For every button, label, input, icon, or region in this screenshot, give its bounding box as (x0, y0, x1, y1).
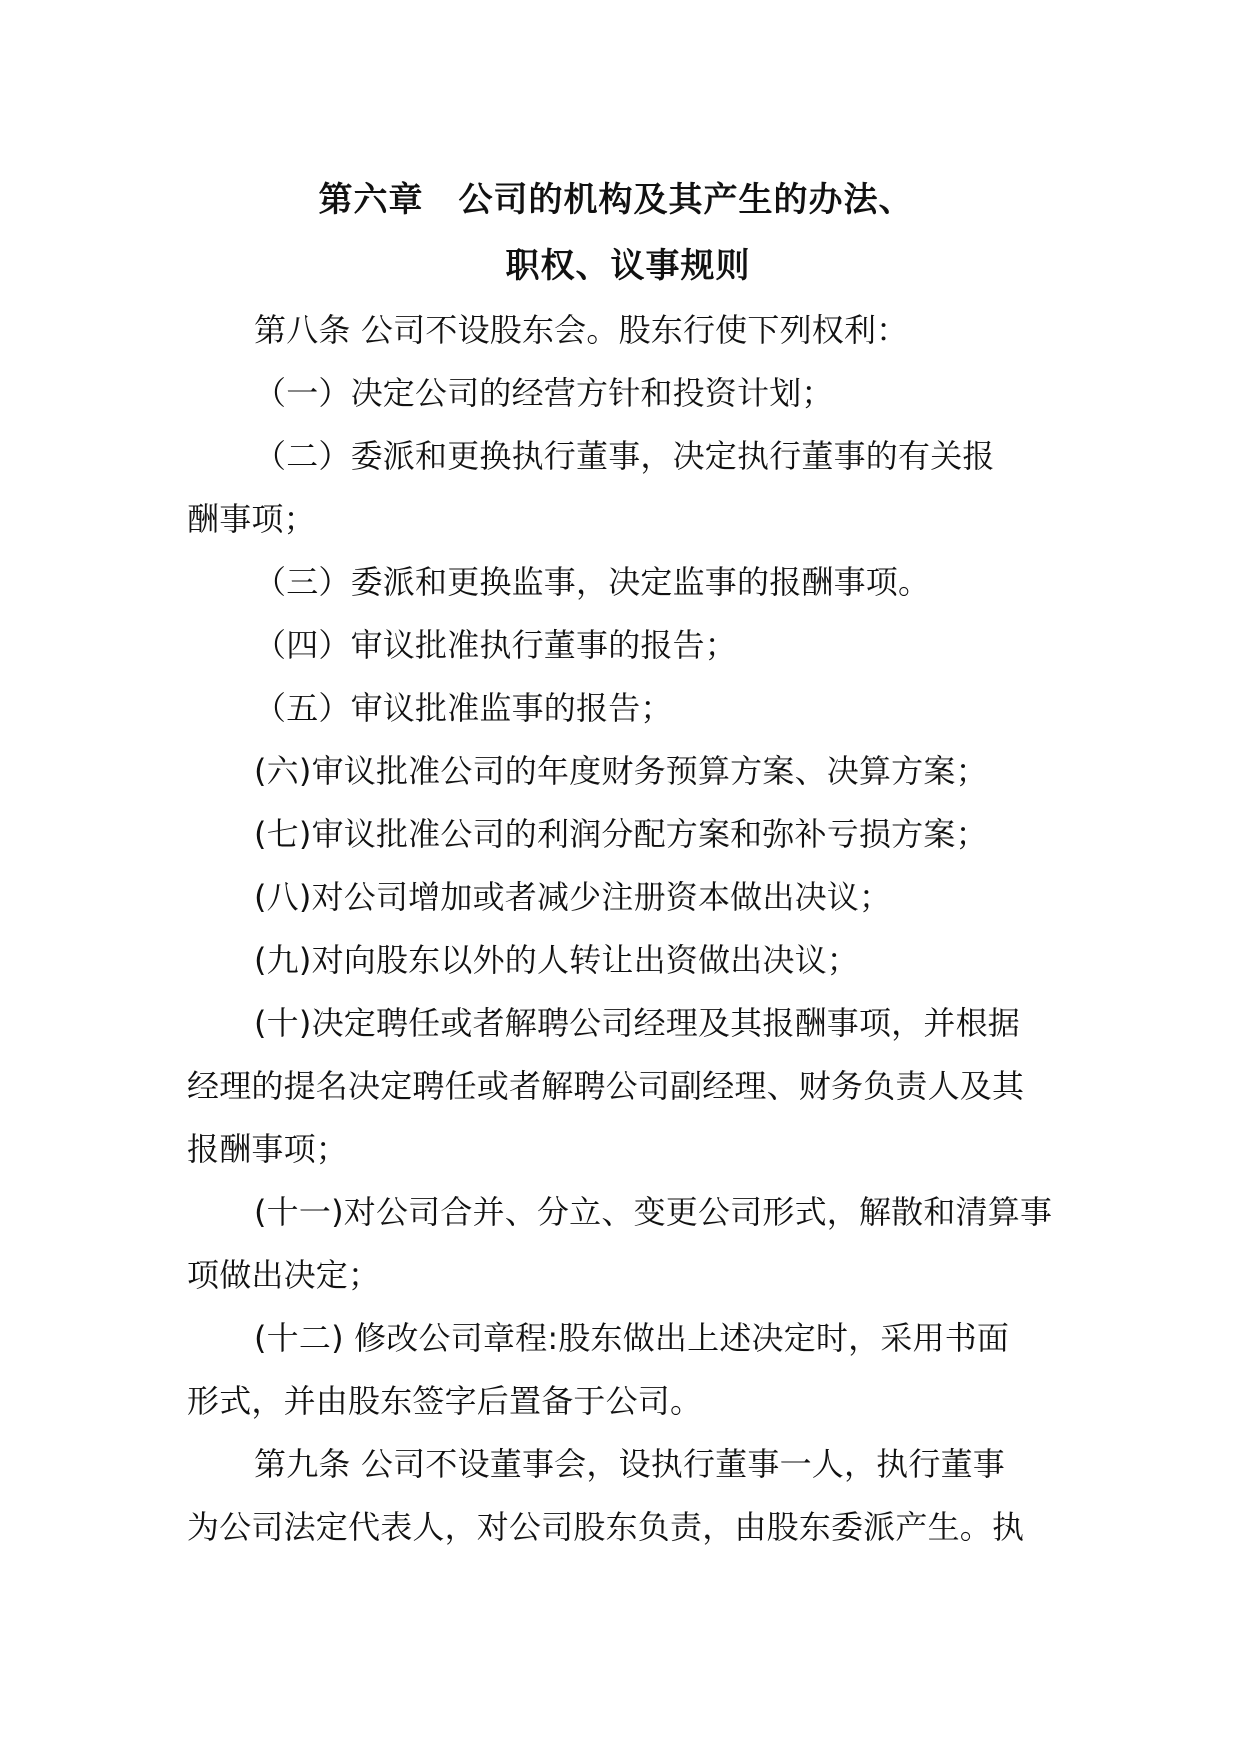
clause-5: （五）审议批准监事的报告； (254, 689, 673, 727)
clause-12: (十二) 修改公司章程:股东做出上述决定时，采用书面 (254, 1319, 1010, 1357)
chapter-subtitle: 职权、议事规则 (505, 246, 751, 286)
clause-6: (六)审议批准公司的年度财务预算方案、决算方案； (254, 752, 988, 790)
clause-10-cont-2: 报酬事项； (187, 1130, 349, 1168)
article-8-intro: 第八条 公司不设股东会。股东行使下列权利： (254, 311, 909, 349)
chapter-title: 第六章 公司的机构及其产生的办法、 (318, 180, 914, 220)
clause-9: (九)对向股东以外的人转让出资做出决议； (254, 941, 859, 979)
clause-12-cont: 形式，并由股东签字后置备于公司。 (187, 1382, 703, 1420)
clause-7: (七)审议批准公司的利润分配方案和弥补亏损方案； (254, 815, 988, 853)
clause-11-cont: 项做出决定； (187, 1256, 381, 1294)
clause-3: （三）委派和更换监事，决定监事的报酬事项。 (254, 563, 931, 601)
clause-11: (十一)对公司合并、分立、变更公司形式，解散和清算事 (254, 1193, 1053, 1231)
clause-2: （二）委派和更换执行董事，决定执行董事的有关报 (254, 437, 995, 475)
clause-1: （一）决定公司的经营方针和投资计划； (254, 374, 834, 412)
clause-2-cont: 酬事项； (187, 500, 316, 538)
clause-10-cont-1: 经理的提名决定聘任或者解聘公司副经理、财务负责人及其 (187, 1067, 1025, 1105)
clause-10: (十)决定聘任或者解聘公司经理及其报酬事项，并根据 (254, 1004, 1020, 1042)
article-9: 第九条 公司不设董事会，设执行董事一人，执行董事 (254, 1445, 1005, 1483)
clause-4: （四）审议批准执行董事的报告； (254, 626, 738, 664)
article-9-cont: 为公司法定代表人，对公司股东负责，由股东委派产生。执 (187, 1508, 1025, 1546)
clause-8: (八)对公司增加或者减少注册资本做出决议； (254, 878, 892, 916)
